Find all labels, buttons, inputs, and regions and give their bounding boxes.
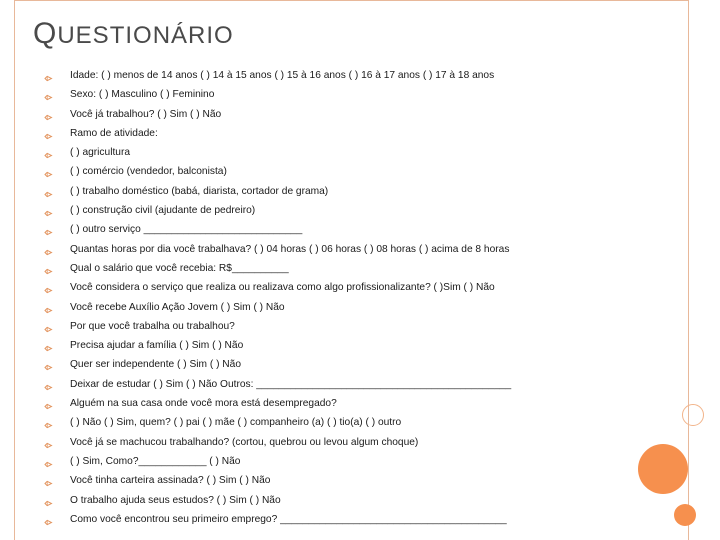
- list-item: [44, 162, 664, 181]
- list-item: [44, 201, 664, 220]
- list-item: [44, 491, 664, 510]
- list-item-text: ( ) Sim, Como?____________ ( ) Não: [70, 455, 241, 467]
- bullet-icon: [44, 90, 53, 99]
- list-item: [44, 278, 664, 297]
- list-item: [44, 66, 664, 85]
- list-item-text: Como você encontrou seu primeiro emprego? ________________________________________: [70, 513, 507, 525]
- list-item-text: ( ) trabalho doméstico (babá, diarista, cortador de grama): [70, 185, 329, 197]
- list-item: [44, 240, 664, 259]
- list-item: [44, 143, 664, 162]
- bullet-icon: [44, 283, 53, 292]
- list-item-text: Você considera o serviço que realiza ou realizava como algo profissionalizante? ( )Sim ( ) Não: [70, 282, 495, 294]
- slide-title: [33, 17, 234, 51]
- list-item: [44, 336, 664, 355]
- frame-line-top: [14, 0, 688, 1]
- bullet-icon: [44, 110, 53, 119]
- bullet-icon: [44, 206, 53, 215]
- bullet-icon: [44, 245, 53, 254]
- list-item: [44, 105, 664, 124]
- bullet-icon: [44, 515, 53, 524]
- bullet-icon: [44, 457, 53, 466]
- bullet-icon: [44, 187, 53, 196]
- bullet-icon: [44, 418, 53, 427]
- list-item-text: Você recebe Auxílio Ação Jovem ( ) Sim ( ) Não: [70, 301, 285, 313]
- bullet-icon: [44, 341, 53, 350]
- bullet-icon: [44, 496, 53, 505]
- list-item-text: ( ) agricultura: [70, 147, 131, 159]
- list-item: [44, 317, 664, 336]
- frame-line-left: [14, 0, 15, 540]
- list-item-text: ( ) Não ( ) Sim, quem? ( ) pai ( ) mãe ( ) companheiro (a) ( ) tio(a) ( ) outro: [70, 417, 402, 429]
- question-list: [44, 66, 664, 529]
- list-item-text: Deixar de estudar ( ) Sim ( ) Não Outros: _____________________________________________: [70, 378, 512, 390]
- list-item: [44, 298, 664, 317]
- decorative-ring: [682, 404, 704, 426]
- bullet-icon: [44, 225, 53, 234]
- list-item: [44, 85, 664, 104]
- list-item: [44, 452, 664, 471]
- frame-line-right: [688, 0, 689, 540]
- bullet-icon: [44, 129, 53, 138]
- list-item-text: Alguém na sua casa onde você mora está desempregado?: [70, 398, 337, 410]
- bullet-icon: [44, 322, 53, 331]
- list-item-text: Você já se machucou trabalhando? (cortou, quebrou ou levou algum choque): [70, 436, 419, 448]
- list-item-text: ( ) comércio (vendedor, balconista): [70, 166, 227, 178]
- slide-title-initial: Q: [33, 17, 58, 50]
- bullet-icon: [44, 148, 53, 157]
- bullet-icon: [44, 360, 53, 369]
- decorative-circle-small: [674, 504, 696, 526]
- list-item: [44, 471, 664, 490]
- list-item-text: ( ) outro serviço ____________________________: [70, 224, 303, 236]
- decorative-circle-large: [638, 444, 688, 494]
- list-item: [44, 375, 664, 394]
- list-item: [44, 433, 664, 452]
- bullet-icon: [44, 167, 53, 176]
- bullet-icon: [44, 71, 53, 80]
- list-item: [44, 355, 664, 374]
- list-item-text: Ramo de atividade:: [70, 127, 158, 139]
- list-item-text: ( ) construção civil (ajudante de pedreiro): [70, 205, 256, 217]
- bullet-icon: [44, 399, 53, 408]
- list-item-text: Idade: ( ) menos de 14 anos ( ) 14 à 15 anos ( ) 15 à 16 anos ( ) 16 à 17 anos ( ) 17 à 18 anos: [70, 70, 495, 81]
- slide-title-rest: UESTIONÁRIO: [57, 22, 234, 49]
- list-item-text: Você tinha carteira assinada? ( ) Sim ( ) Não: [70, 475, 271, 487]
- list-item: [44, 413, 664, 432]
- bullet-icon: [44, 303, 53, 312]
- bullet-icon: [44, 438, 53, 447]
- list-item-text: Precisa ajudar a família ( ) Sim ( ) Não: [70, 340, 244, 352]
- list-item-text: Você já trabalhou? ( ) Sim ( ) Não: [70, 108, 222, 120]
- list-item: [44, 259, 664, 278]
- bullet-icon: [44, 380, 53, 389]
- list-item: [44, 510, 664, 529]
- list-item: [44, 182, 664, 201]
- list-item-text: Sexo: ( ) Masculino ( ) Feminino: [70, 89, 215, 101]
- list-item-text: Quantas horas por dia você trabalhava? ( ) 04 horas ( ) 06 horas ( ) 08 horas ( ) acima de 8 horas: [70, 243, 510, 255]
- list-item: [44, 124, 664, 143]
- list-item-text: Qual o salário que você recebia: R$__________: [70, 262, 289, 274]
- list-item-text: Quer ser independente ( ) Sim ( ) Não: [70, 359, 241, 371]
- list-item: [44, 220, 664, 239]
- list-item-text: O trabalho ajuda seus estudos? ( ) Sim ( ) Não: [70, 494, 281, 506]
- bullet-icon: [44, 476, 53, 485]
- list-item: [44, 394, 664, 413]
- list-item-text: Por que você trabalha ou trabalhou?: [70, 320, 235, 332]
- bullet-icon: [44, 264, 53, 273]
